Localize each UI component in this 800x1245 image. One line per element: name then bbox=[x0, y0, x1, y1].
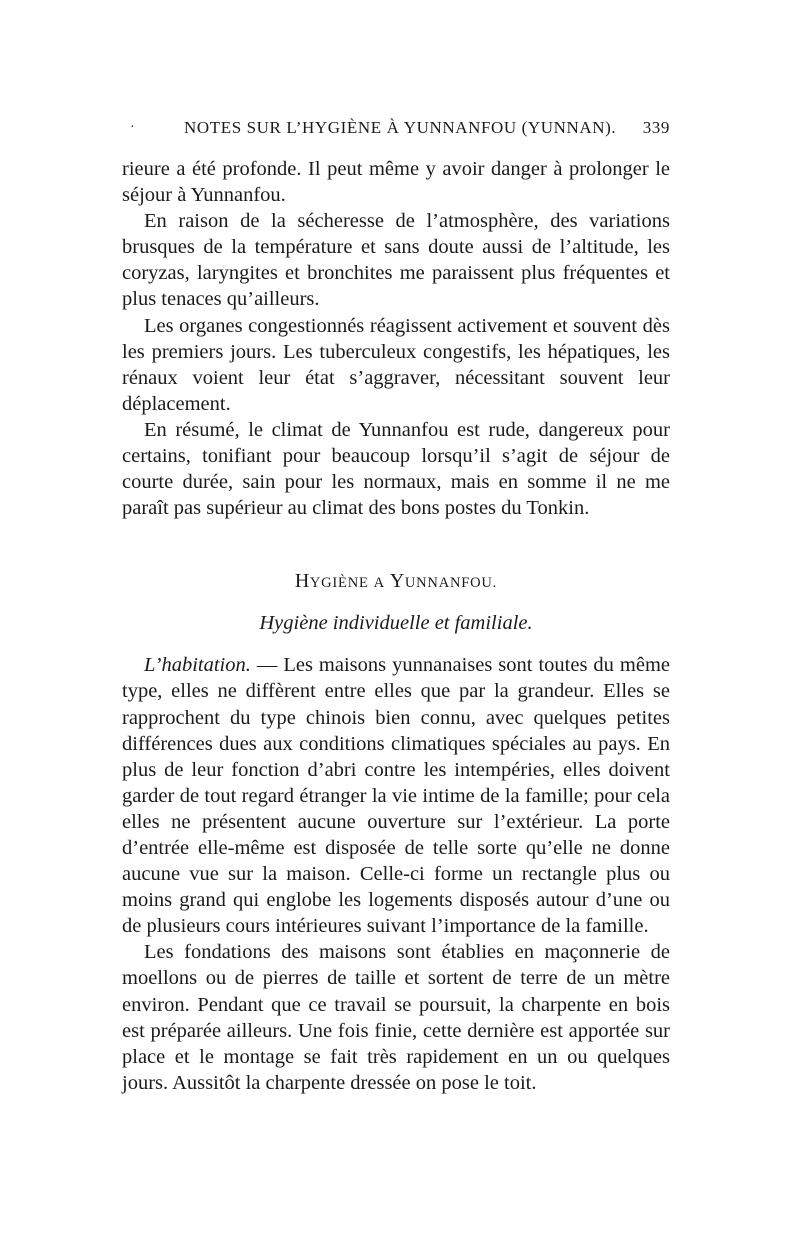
page-number: 339 bbox=[642, 118, 670, 137]
running-head-marker: · bbox=[130, 120, 136, 135]
section-heading: HYGIÈNE A YUNNANFOU. bbox=[294, 570, 498, 593]
paragraph-body: — Les maisons yunnanaises sont toutes du même type, elles ne diffèrent entre elles que par la grandeur. Elles se rapprochent du type chinois bien connu, avec quelques petites différences dues aux conditions climatiques spéciales au pays. En plus de leur fonction d’abri contre les intempéries, elles doivent garder de tout regard étranger la vie intime de la famille; pour cela elles ne présentent aucune ouverture sur l’extérieur. La porte d’entrée elle-même est disposée de telle sorte qu’elle ne donne aucune vue sur la maison. Celle-ci forme un rectangle plus ou moins grand qui englobe les logements disposés autour d’une ou de plusieurs cours intérieures suivant l’importance de la famille. bbox=[122, 654, 670, 938]
book-page bbox=[122, 118, 670, 1096]
paragraph-summary: En résumé, le climat de Yunnanfou est rude, dangereux pour certains, tonifiant pour beaucoup lorsqu’il s’agit de séjour de courte durée, sain pour les normaux, mais en somme il ne me paraît pas supérieur au climat des bons postes du Tonkin. bbox=[122, 418, 670, 520]
paragraph-lead: L’habitation. bbox=[144, 654, 251, 677]
running-head bbox=[122, 118, 670, 156]
paragraph-continued: rieure a été profonde. Il peut même y avoir danger à prolonger le séjour à Yunnanfou. bbox=[122, 158, 670, 207]
paragraph-atmosphere: En raison de la sécheresse de l’atmosphère, des variations brusques de la température et sans doute aussi de l’altitude, les coryzas, laryngites et bronchites me paraissent plus fréquentes et plus tenaces qu’ailleurs. bbox=[122, 210, 670, 311]
paragraph-habitation bbox=[122, 652, 670, 939]
running-head-title: NOTES SUR L’HYGIÈNE À YUNNANFOU (YUNNAN). bbox=[184, 118, 617, 137]
paragraph-foundations: Les fondations des maisons sont établies en maçonnerie de moellons ou de pierres de taille et sortent de terre de un mètre environ. Pendant que ce travail se poursuit, la charpente en bois est préparée ailleurs. Une fois finie, cette dernière est apportée sur place et le montage se fait très rapidement en un ou quelques jours. Aussitôt la charpente dressée on pose le toit. bbox=[122, 941, 670, 1094]
paragraph-organs: Les organes congestionnés réagissent activement et souvent dès les premiers jours. Les tuberculeux congestifs, les hépatiques, les rénaux voient leur état s’aggraver, nécessitant souvent leur déplacement. bbox=[122, 314, 670, 415]
sub-heading: Hygiène individuelle et familiale. bbox=[259, 612, 533, 635]
